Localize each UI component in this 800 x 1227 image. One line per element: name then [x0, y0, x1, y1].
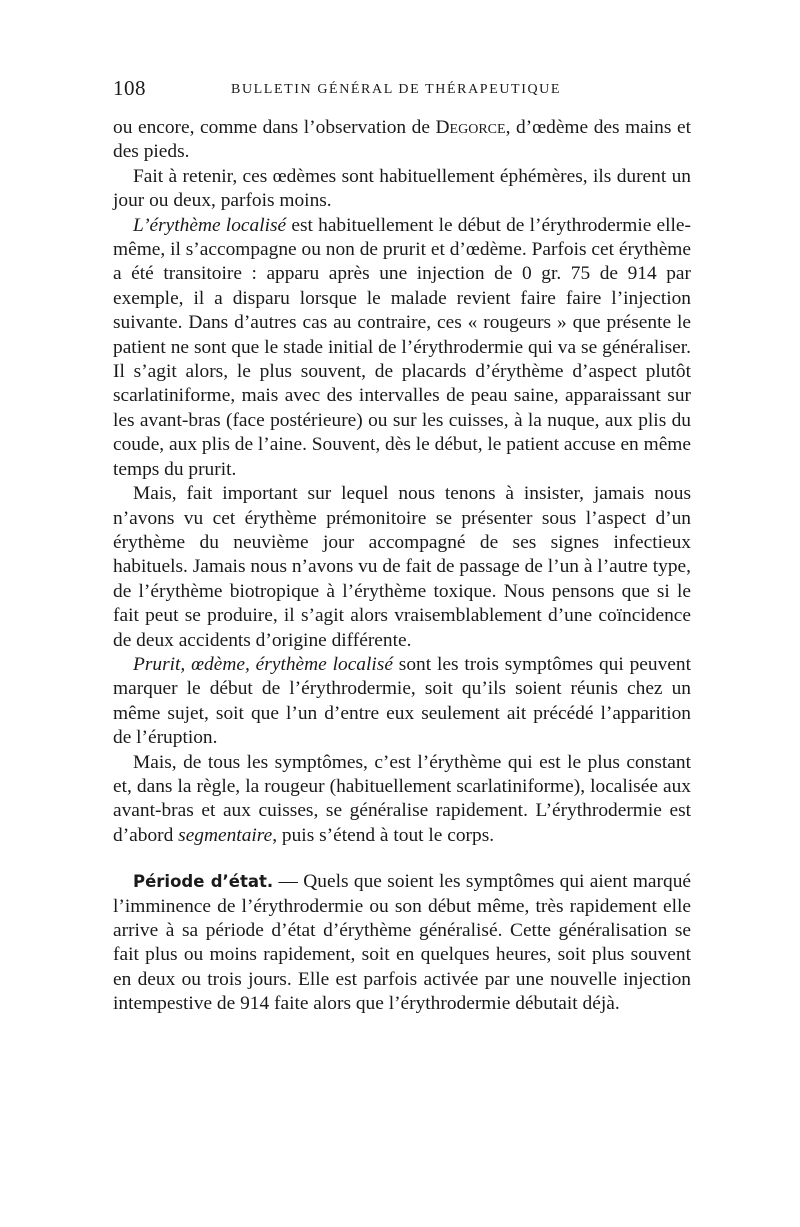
- paragraph-erytheme-constant: [113, 751, 691, 849]
- paragraph-oedemes: Fait à retenir, ces œdèmes sont habituellement éphémères, ils durent un jour ou deux, parfois moins.: [113, 165, 691, 212]
- paragraph-erytheme-localise: [113, 214, 691, 482]
- section-heading: Période d’état.: [133, 872, 274, 892]
- text-span: , d’œdème des mains et des pieds.: [113, 117, 691, 163]
- text-span: Mais, de tous les symptômes, c’est l’érythème qui est le plus constant et, dans la règle, la rougeur (habituellement scarlatiniforme), localisée aux avant-bras et aux cuisses, se généralise rapidement. L’érythrodermie est d’abord: [113, 751, 691, 846]
- paragraph-periode-etat: [113, 870, 691, 1016]
- body-text: [113, 116, 691, 1017]
- running-title: BULLETIN GÉNÉRAL DE THÉRAPEUTIQUE: [231, 82, 562, 97]
- text-span: — Quels que soient les symptômes qui aient marqué l’imminence de l’érythrodermie ou son début même, très rapidement elle arrive à sa période d’état d’érythème généralisé. Cette généralisation se fait plus ou moins rapidement, soit en quelques heures, soit plus souvent en deux ou trois jours. Elle est parfois activée par une nouvelle injection intempestive de 914 faite alors que l’érythrodermie débutait déjà.: [113, 871, 691, 1015]
- paragraph-trois-symptomes: [113, 653, 691, 751]
- paragraph-continuation: [113, 116, 691, 165]
- text-span: est habituellement le début de l’érythrodermie elle-même, il s’accompagne ou non de prurit et d’œdème. Parfois cet érythème a été transitoire : apparu après une injection de 0 gr. 75 de 914 par exemple, il a disparu lorsque le malade revient faire faire l’injection suivante. Dans d’autres cas au contraire, ces « rougeurs » que présente le patient ne sont que le stade initial de l’érythrodermie qui va se généraliser. Il s’agit alors, le plus souvent, de placards d’érythème d’aspect plutôt scarlatiniforme, mais avec des intervalles de peau saine, apparaissant sur les avant-bras (face postérieure) ou sur les cuisses, à la nuque, aux plis du coude, aux plis de l’aine. Souvent, dès le début, le patient accuse en même temps du prurit.: [113, 214, 691, 480]
- text-span: ou encore, comme dans l’observation de: [113, 117, 436, 138]
- italic-term: segmentaire: [178, 824, 273, 846]
- page-number: 108: [113, 76, 146, 100]
- section-spacer: [113, 848, 691, 870]
- author-name: Degorce: [435, 117, 506, 138]
- paragraph-fait-important: Mais, fait important sur lequel nous tenons à insister, jamais nous n’avons vu cet érythème prémonitoire se présenter sous l’aspect d’un érythème du neuvième jour accompagné de ses signes infectieux habituels. Jamais nous n’avons vu de fait de passage de l’un à l’autre type, de l’érythème biotropique à l’érythème toxique. Nous pensons que si le fait peut se produire, il s’agit alors vraisemblablement d’une coïncidence de deux accidents d’origine différente.: [113, 483, 691, 651]
- italic-term: L’érythème localisé: [133, 214, 287, 236]
- text-span: , puis s’étend à tout le corps.: [272, 824, 495, 846]
- text-span: sont les trois symptômes qui peuvent marquer le début de l’érythrodermie, soit qu’ils soient réunis chez un même sujet, soit que l’un d’entre eux seulement ait précédé l’apparition de l’éruption.: [113, 653, 691, 749]
- page-header: [113, 76, 691, 104]
- italic-term: Prurit, œdème, érythème localisé: [133, 653, 393, 675]
